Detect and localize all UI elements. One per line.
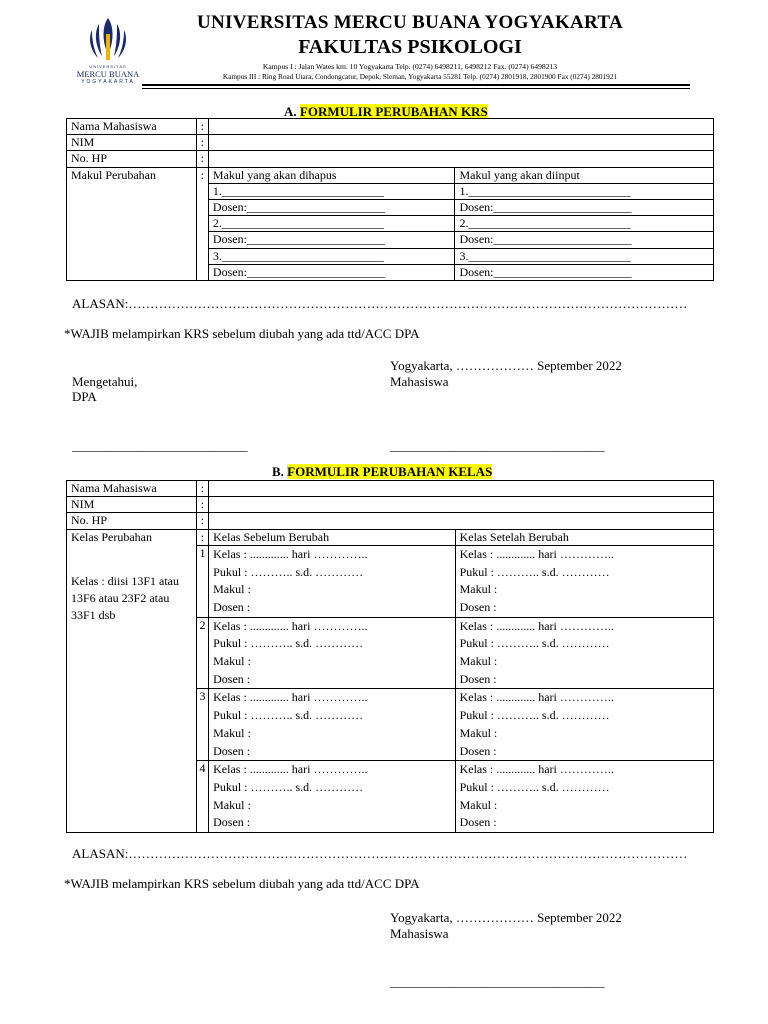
entry-dosen: Dosen : [459, 743, 497, 758]
entry-kelas: Kelas : ............. hari ………….. [459, 546, 614, 561]
kelas-note: Kelas : diisi 13F1 atau 13F6 atau 23F2 atau 33F1 dsb [71, 573, 179, 622]
form-b-note: *WAJIB melampirkan KRS sebelum diubah yang ada ttd/ACC DPA [64, 876, 420, 891]
row-number: 4 [196, 761, 208, 833]
entry-dosen: Dosen : [213, 743, 251, 758]
before-cell-1[interactable] [209, 545, 455, 617]
entry-dosen: Dosen : [459, 815, 497, 830]
delete-dosen-2[interactable]: Dosen:_______________________ [208, 232, 455, 248]
delete-field-1[interactable]: 1.___________________________ [208, 183, 455, 199]
table-row [67, 513, 714, 529]
input-dosen-3[interactable]: Dosen:_______________________ [455, 264, 714, 280]
form-a-dpa-label: DPA [72, 389, 97, 404]
delete-dosen-1[interactable]: Dosen:_______________________ [208, 200, 455, 216]
colon: : [196, 513, 208, 529]
colon: : [196, 167, 208, 280]
label-nama: Nama Mahasiswa [67, 119, 197, 135]
entry-dosen: Dosen : [213, 815, 251, 830]
logo-text-top: UNIVERSITAS [89, 64, 127, 69]
input-dosen-1[interactable]: Dosen:_______________________ [455, 200, 714, 216]
delete-field-3[interactable]: 3.___________________________ [208, 248, 455, 264]
before-cell-3[interactable] [209, 689, 455, 761]
logo-icon [72, 14, 144, 64]
header-divider-thin [142, 88, 690, 89]
entry-kelas: Kelas : ............. hari ………….. [213, 618, 368, 633]
label-nim: NIM [67, 497, 197, 513]
form-b-title [272, 464, 492, 480]
table-row [67, 529, 714, 545]
form-b-title-text: FORMULIR PERUBAHAN KELAS [287, 464, 493, 479]
entry-pukul: Pukul : ……….. s.d. ………… [459, 564, 610, 579]
after-cell-2[interactable] [455, 617, 713, 689]
entry-makul: Makul : [459, 582, 498, 597]
row-number: 3 [196, 689, 208, 761]
entry-makul: Makul : [459, 725, 498, 740]
entry-dosen: Dosen : [213, 671, 251, 686]
nim-field[interactable] [208, 135, 713, 151]
colon: : [196, 497, 208, 513]
entry-pukul: Pukul : ……….. s.d. ………… [213, 708, 364, 723]
form-a-dpa-signature[interactable]: ___________________________ [72, 438, 248, 453]
entry-makul: Makul : [459, 797, 498, 812]
entry-kelas: Kelas : ............. hari ………….. [213, 546, 368, 561]
input-dosen-2[interactable]: Dosen:_______________________ [455, 232, 714, 248]
table-row [67, 167, 714, 183]
entry-pukul: Pukul : ……….. s.d. ………… [213, 636, 364, 651]
logo-text-name: MERCU BUANA [76, 69, 140, 79]
before-cell-2[interactable] [209, 617, 455, 689]
entry-makul: Makul : [213, 654, 251, 669]
label-kelas-text: Kelas Perubahan [71, 529, 152, 544]
delete-dosen-3[interactable]: Dosen:_______________________ [208, 264, 455, 280]
form-a-place-date: Yogyakarta, ……………… September 2022 [390, 358, 622, 373]
entry-makul: Makul : [459, 654, 498, 669]
university-name: UNIVERSITAS MERCU BUANA YOGYAKARTA [196, 12, 623, 33]
form-b-prefix: B. [272, 464, 284, 479]
table-row [67, 497, 714, 513]
entry-makul: Makul : [213, 725, 251, 740]
entry-makul: Makul : [213, 582, 251, 597]
col-delete-header: Makul yang akan dihapus [208, 167, 455, 183]
entry-dosen: Dosen : [459, 599, 497, 614]
label-makul: Makul Perubahan [67, 167, 197, 280]
form-a-student-signature[interactable]: _________________________________ [390, 438, 605, 453]
entry-kelas: Kelas : ............. hari ………….. [459, 618, 614, 633]
entry-makul: Makul : [213, 797, 251, 812]
label-hp: No. HP [67, 151, 197, 167]
label-kelas [67, 529, 197, 832]
col-after-header: Kelas Setelah Berubah [455, 529, 713, 545]
row-number: 2 [196, 617, 208, 689]
input-field-2[interactable]: 2.___________________________ [455, 216, 714, 232]
form-a-reason[interactable]: ALASAN:………………………………………………………………………………………………………………… [72, 296, 688, 311]
table-row [67, 119, 714, 135]
university-logo [72, 14, 144, 84]
delete-field-2[interactable]: 2.___________________________ [208, 216, 455, 232]
label-hp: No. HP [67, 513, 197, 529]
entry-pukul: Pukul : ……….. s.d. ………… [459, 708, 610, 723]
col-before-header: Kelas Sebelum Berubah [209, 529, 455, 545]
header-divider [142, 84, 690, 86]
entry-pukul: Pukul : ……….. s.d. ………… [213, 779, 364, 794]
entry-pukul: Pukul : ……….. s.d. ………… [459, 779, 610, 794]
address-campus-1: Kampus I : Jalan Wates km. 10 Yogyakarta Telp. (0274) 6498211, 6498212 Fax. (0274) 6498213 [262, 62, 558, 71]
table-row [67, 135, 714, 151]
entry-dosen: Dosen : [213, 599, 251, 614]
entry-dosen: Dosen : [459, 671, 497, 686]
form-a-title-text: FORMULIR PERUBAHAN KRS [299, 104, 488, 119]
label-nama: Nama Mahasiswa [67, 481, 197, 497]
after-cell-3[interactable] [455, 689, 713, 761]
form-b-student-label: Mahasiswa [390, 926, 449, 941]
entry-kelas: Kelas : ............. hari ………….. [459, 762, 614, 777]
colon: : [196, 529, 208, 545]
label-nim: NIM [67, 135, 197, 151]
form-a-table [66, 118, 714, 281]
form-b-student-signature[interactable]: _________________________________ [390, 974, 605, 989]
address-campus-3: Kampus III : Ring Road Utara, Condongcatur, Depok, Sleman, Yogyakarta 55281 Telp. (0274) 2801918, 2801900 Fax (0274) 2801921 [222, 72, 618, 81]
col-input-header: Makul yang akan diinput [455, 167, 714, 183]
form-b-place-date: Yogyakarta, ……………… September 2022 [390, 910, 622, 925]
nim-field[interactable] [209, 497, 714, 513]
nama-field[interactable] [208, 119, 713, 135]
after-cell-1[interactable] [455, 545, 713, 617]
logo-text-city: YOGYAKARTA [81, 79, 135, 85]
hp-field[interactable] [208, 151, 713, 167]
entry-kelas: Kelas : ............. hari ………….. [459, 690, 614, 705]
entry-pukul: Pukul : ……….. s.d. ………… [213, 564, 364, 579]
entry-kelas: Kelas : ............. hari ………….. [213, 762, 368, 777]
table-row [67, 481, 714, 497]
form-b-reason[interactable]: ALASAN:………………………………………………………………………………………………………………… [72, 846, 688, 861]
colon: : [196, 135, 208, 151]
form-a-student-label: Mahasiswa [390, 374, 449, 389]
form-a-acknowledge: Mengetahui, [72, 374, 138, 389]
form-a-prefix: A. [284, 104, 297, 119]
after-cell-4[interactable] [455, 761, 713, 833]
row-number: 1 [196, 545, 208, 617]
entry-pukul: Pukul : ……….. s.d. ………… [459, 636, 610, 651]
table-row [67, 151, 714, 167]
faculty-name: FAKULTAS PSIKOLOGI [298, 36, 522, 58]
colon: : [196, 119, 208, 135]
input-field-3[interactable]: 3.___________________________ [455, 248, 714, 264]
nama-field[interactable] [209, 481, 714, 497]
hp-field[interactable] [209, 513, 714, 529]
input-field-1[interactable]: 1.___________________________ [455, 183, 714, 199]
entry-kelas: Kelas : ............. hari ………….. [213, 690, 368, 705]
colon: : [196, 151, 208, 167]
before-cell-4[interactable] [209, 761, 455, 833]
form-a-note: *WAJIB melampirkan KRS sebelum diubah yang ada ttd/ACC DPA [64, 326, 420, 341]
colon: : [196, 481, 208, 497]
form-b-table [66, 480, 714, 833]
